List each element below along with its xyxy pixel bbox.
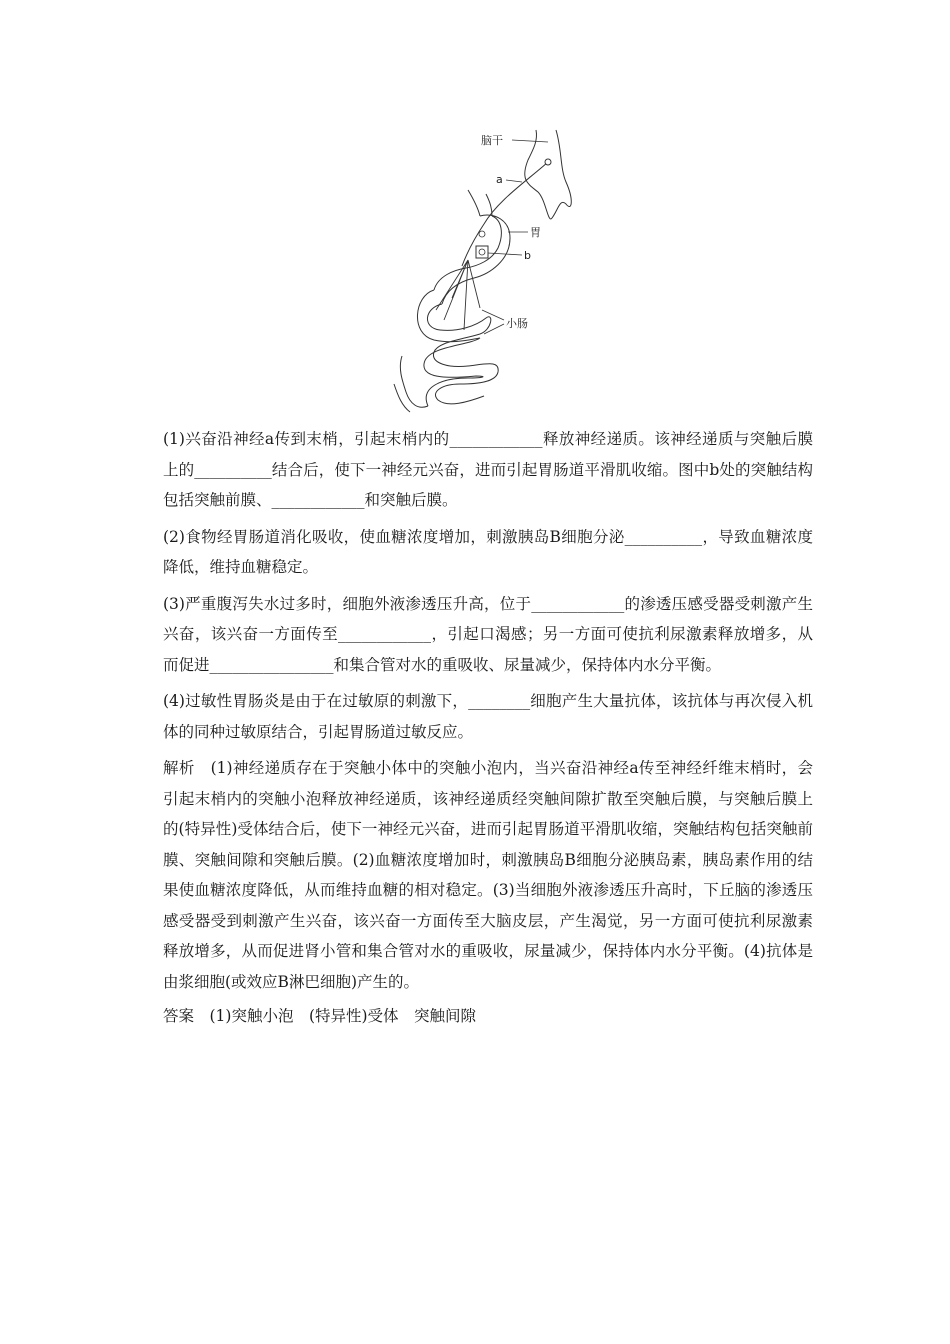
nerve-digestive-diagram <box>388 120 588 415</box>
nerve-branches <box>436 260 480 330</box>
analysis-text: 解析 (1)神经递质存在于突触小体中的突触小泡内，当兴奋沿神经a传至神经纤维末梢时，会引起末梢内的突触小泡释放神经递质，该神经递质经突触间隙扩散至突触后膜，与突触后膜上的(特异性)受体结合后，使下一神经元兴奋，进而引起胃肠道平滑肌收缩，突触结构包括突触前膜、突触间隙和突触后膜。(2)血糖浓度增加时，刺激胰岛B细胞分泌胰岛素，胰岛素作用的结果使血糖浓度降低，从而维持血糖的相对稳定。(3)当细胞外液渗透压升高时，下丘脑的渗透压感受器受到刺激产生兴奋，该兴奋一方面传至大脑皮层，产生渴觉，另一方面可使抗利尿激素释放增多，从而促进肾小管和集合管对水的重吸收，尿量减少，保持体内水分平衡。(4)抗体是由浆细胞(或效应B淋巴细胞)产生的。 <box>163 759 813 991</box>
question-1: (1)兴奋沿神经a传到末梢，引起末梢内的____________释放神经递质。该神经递质与突触后膜上的__________结合后，使下一神经元兴奋，进而引起胃肠道平滑肌收缩。图中b处的突触结构包括突触前膜、____________和突触后膜。 <box>163 430 813 509</box>
brainstem-outline <box>525 130 572 219</box>
question-2: (2)食物经胃肠道消化吸收，使血糖浓度增加，刺激胰岛B细胞分泌__________，导致血糖浓度降低，维持血糖稳定。 <box>163 527 813 576</box>
esophagus-outline <box>468 190 492 216</box>
synapse-b-label: b <box>524 249 531 262</box>
question-3: (3)严重腹泻失水过多时，细胞外液渗透压升高，位于____________的渗透压感受器受刺激产生兴奋，该兴奋一方面传至____________，引起口渴感；另一方面可使抗利尿激素释放增多，从而促进________________和集合管对水的重吸收、尿量减少，保持体内水分平衡。 <box>163 594 813 674</box>
question-4: (4)过敏性胃肠炎是由于在过敏原的刺激下，________细胞产生大量抗体，该抗体与再次侵入机体的同种过敏原结合，引起胃肠道过敏反应。 <box>163 692 813 741</box>
small-intestine-tail <box>394 356 428 412</box>
nerve-a-path <box>462 162 548 266</box>
stomach-label: 胃 <box>530 226 541 239</box>
nerve-a-pointer <box>506 180 522 182</box>
brainstem-label: 脑干 <box>481 134 503 147</box>
stomach-outline <box>434 215 510 304</box>
diagram-svg <box>388 120 588 415</box>
small-intestine-label: 小肠 <box>506 317 528 330</box>
answer-text: 答案 (1)突触小泡 (特异性)受体 突触间隙 <box>163 1007 477 1025</box>
brainstem-pointer <box>512 140 548 142</box>
synapse-box <box>476 246 488 258</box>
upper-neuron-marker <box>479 231 485 237</box>
neuron-body <box>545 159 551 165</box>
nerve-a-label: a <box>496 173 503 186</box>
question-content <box>163 424 813 1038</box>
small-intestine-outline <box>417 290 498 406</box>
